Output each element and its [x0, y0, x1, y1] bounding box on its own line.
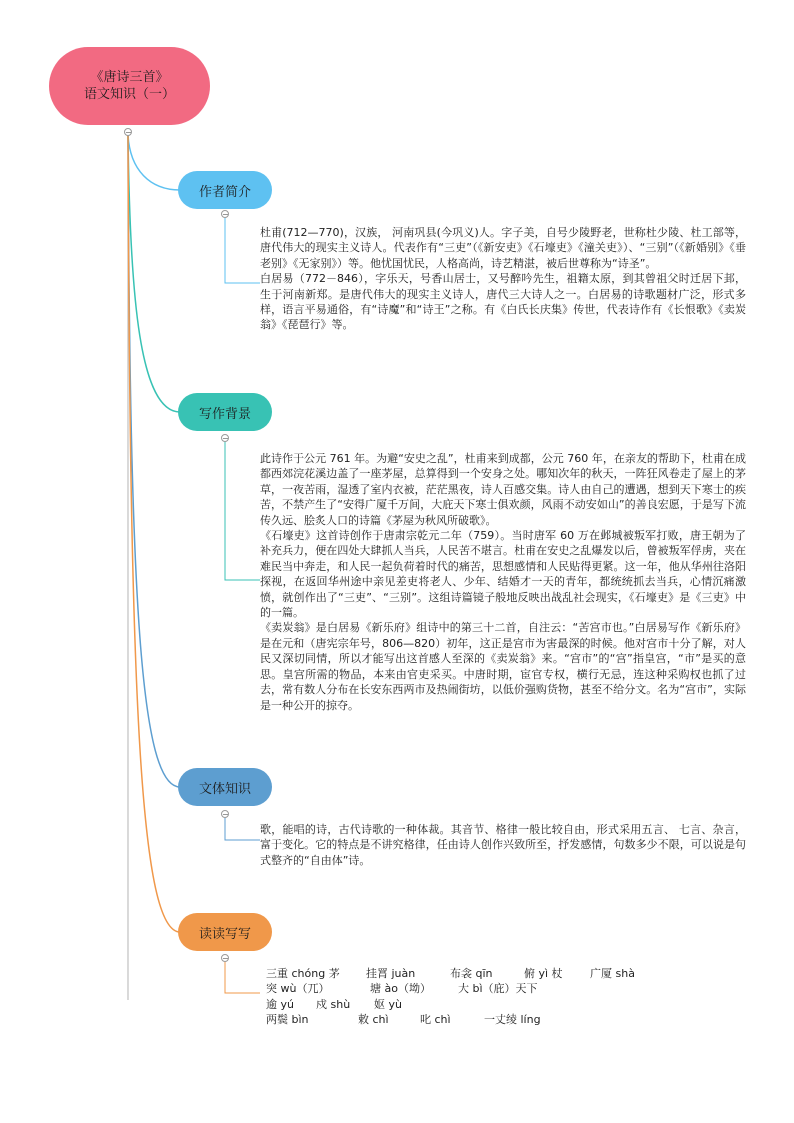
branch-line-4	[128, 135, 180, 932]
branch-line-3	[128, 135, 180, 787]
background-paragraph-1: 此诗作于公元 761 年。为避“安史之乱”，杜甫来到成都，公元 760 年，在亲友的帮助下，杜甫在成都西郊浣花溪边盖了一座茅屋，总算得到一个安身之处。哪知次年的秋天，一阵狂风卷走了屋上的茅草，一夜苦雨，湿透了室内衣被，茫茫黑夜，诗人百感交集。诗人由自己的遭遇，想到天下寒士的疾苦，不禁产生了“安得广厦千万间，大庇天下寒士俱欢颜，风雨不动安如山”的善良宏愿，于是写下流传久远、脍炙人口的诗篇《茅屋为秋风所破歌》。	[260, 452, 746, 527]
vocab-item: 三重 chóng 茅	[266, 967, 340, 980]
branch-label: 读读写写	[198, 926, 251, 942]
vocab-item: 两鬓 bìn	[266, 1013, 309, 1027]
vocab-item: 塘 ào（坳）	[370, 982, 431, 996]
author-intro-text	[260, 225, 746, 333]
root-node[interactable]	[49, 47, 210, 125]
vocab-row	[266, 981, 686, 996]
vocab-item: 敕 chì	[358, 1013, 389, 1027]
content-line-1	[225, 214, 260, 283]
content-line-3	[225, 814, 260, 840]
collapse-toggle-vocab[interactable]: −	[222, 954, 229, 963]
vocab-item: 挂罥 juàn	[366, 967, 416, 980]
vocab-row	[266, 997, 686, 1012]
vocab-item: 突 wù（兀）	[266, 982, 330, 996]
vocab-item: 妪 yù	[374, 997, 402, 1011]
genre-paragraph: 歌，能唱的诗，古代诗歌的一种体裁。其音节、格律一般比较自由，形式采用五言、 七言、杂言，富于变化。它的特点是不讲究格律，任由诗人创作兴致所至，抒发感情，句数多少不限，可以说是句式整齐的“自由体”诗。	[260, 823, 746, 867]
branch-line-2	[128, 135, 180, 412]
vocab-item: 戍 shù	[316, 997, 351, 1011]
vocab-row	[266, 966, 686, 981]
background-paragraph-2: 《石壕吏》这首诗创作于唐肃宗乾元二年（759）。当时唐军 60 万在邺城被叛军打败，唐王朝为了补充兵力，便在四处大肆抓人当兵，人民苦不堪言。杜甫在安史之乱爆发以后，曾被叛军俘虏，夹在难民当中奔走，和人民一起负荷着时代的痛苦，思想感情和人民贴得更紧。这一年，他从华州往洛阳探视，在返回华州途中亲见差吏将老人、少年、结婚才一天的青年，都统统抓去当兵，心情沉痛激愤，就创作出了“三吏”、“三别”。这组诗篇镜子般地反映出战乱社会现实，《石壕吏》是《三吏》中的一篇。	[260, 529, 746, 620]
vocab-item: 广厦 shà	[590, 967, 635, 980]
vocab-list	[266, 966, 686, 1028]
content-line-2	[225, 438, 260, 580]
genre-text	[260, 822, 746, 868]
vocab-item: 俯 yì 杖	[524, 967, 563, 980]
background-paragraph-3: 《卖炭翁》是白居易《新乐府》组诗中的第三十二首，自注云：“苦宫市也。”白居易写作《新乐府》是在元和（唐宪宗年号，806—820）初年，这正是宫市为害最深的时候。他对宫市十分了解，对人民又深切同情，所以才能写出这首感人至深的《卖炭翁》来。“宫市”的“宫”指皇宫，“市”是买的意思。皇宫所需的物品，本来由官吏采买。中唐时期，宦官专权，横行无忌，连这种采购权也抓了过去，常有数人分布在长安东西两市及热闹街坊，以低价强购货物，甚至不给分文。名为“宫市”，实际是一种公开的掠夺。	[260, 621, 746, 712]
branch-genre-knowledge[interactable]	[178, 768, 272, 806]
baijuyi-paragraph: 白居易（772－846），字乐天，号香山居士，又号醉吟先生，祖籍太原，到其曾祖父时迁居下邽，生于河南新郑。是唐代伟大的现实主义诗人，唐代三大诗人之一。白居易的诗歌题材广泛，形式多样，语言平易通俗，有“诗魔”和“诗王”之称。有《白氏长庆集》传世，代表诗作有《长恨歌》《卖炭翁》《琵琶行》等。	[260, 272, 746, 332]
branch-author-intro[interactable]	[178, 171, 272, 209]
root-title-line1: 《唐诗三首》	[90, 70, 169, 85]
root-title-line2: 语文知识（一）	[83, 87, 175, 102]
branch-writing-background[interactable]	[178, 393, 272, 431]
branch-label: 写作背景	[198, 406, 251, 422]
collapse-toggle-background[interactable]: −	[222, 434, 229, 443]
collapse-toggle-genre[interactable]: −	[222, 810, 229, 819]
collapse-toggle-author[interactable]: −	[222, 210, 229, 219]
background-text	[260, 451, 746, 713]
vocab-row	[266, 1012, 686, 1027]
branch-read-write[interactable]	[178, 913, 272, 951]
branch-label: 文体知识	[198, 781, 251, 797]
content-line-4	[225, 958, 260, 993]
vocab-item: 大 bì（庇）天下	[458, 982, 538, 996]
vocab-item: 叱 chì	[420, 1013, 451, 1027]
branch-line-1	[128, 135, 180, 190]
vocab-item: 布衾 qīn	[450, 967, 493, 980]
vocab-item: 逾 yú	[266, 997, 294, 1011]
collapse-toggle-root[interactable]: −	[125, 128, 132, 137]
dufu-paragraph: 杜甫(712—770)，汉族， 河南巩县(今巩义)人。字子美，自号少陵野老，世称杜少陵、杜工部等，唐代伟大的现实主义诗人。代表作有“三吏”（《新安吏》《石壕吏》《潼关吏》）、“三别”（《新婚别》《垂老别》《无家别》）等。他忧国忧民，人格高尚，诗艺精湛，被后世尊称为“诗圣”。	[260, 226, 746, 270]
vocab-item: 一丈绫 líng	[484, 1013, 541, 1027]
branch-label: 作者简介	[198, 184, 251, 200]
